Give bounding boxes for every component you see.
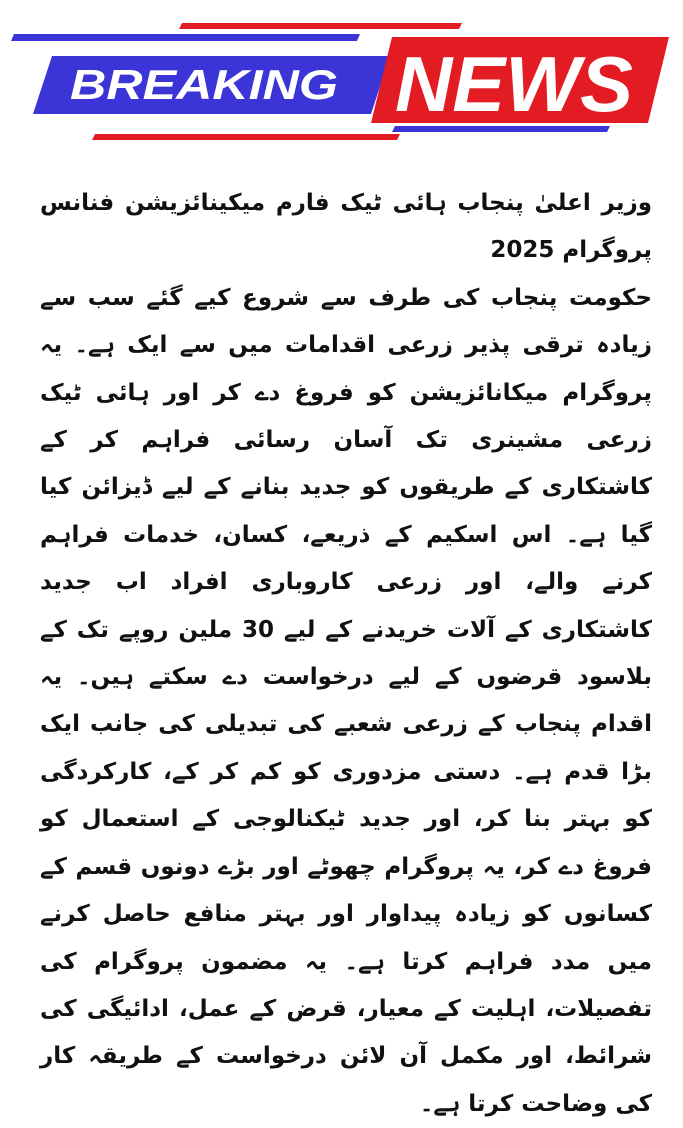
- article-body: [40, 180, 652, 1128]
- breaking-news-banner: [0, 0, 683, 150]
- top-red-stripe: [179, 23, 462, 29]
- breaking-label: BREAKING: [70, 61, 338, 108]
- bottom-red-stripe: [92, 134, 400, 140]
- news-label: NEWS: [395, 40, 633, 128]
- article-paragraph: حکومت پنجاب کی طرف سے شروع کیے گئے سب سے زیادہ ترقی پذیر زرعی اقدامات میں سے ایک ہے۔ یہ پروگرام میکانائزیشن کو فروغ دے کر اور ہائی ٹیک زرعی مشینری تک آسان رسائی فراہم کر کے کاشتکاری کے طریقوں کو جدید بنانے کے لیے ڈیزائن کیا گیا ہے۔ اس اسکیم کے ذریعے، کسان، خدمات فراہم کرنے والے، اور زرعی کاروباری افراد اب جدید کاشتکاری کے آلات خریدنے کے لیے 30 ملین روپے تک کے بلاسود قرضوں کے لیے درخواست دے سکتے ہیں۔ یہ اقدام پنجاب کے زرعی شعبے کی تبدیلی کی جانب ایک بڑا قدم ہے۔ دستی مزدوری کو کم کر کے، کارکردگی کو بہتر بنا کر، اور جدید ٹیکنالوجی کے استعمال کو فروغ دے کر، یہ پروگرام چھوٹے اور بڑے دونوں قسم کے کسانوں کو زیادہ پیداوار اور بہتر منافع حاصل کرنے میں مدد فراہم کرتا ہے۔ یہ مضمون پروگرام کی تفصیلات، اہلیت کے معیار، قرض کے عمل، ادائیگی کی شرائط، اور مکمل آن لائن درخواست کے طریقہ کار کی وضاحت کرتا ہے۔: [40, 284, 652, 1117]
- top-blue-stripe: [11, 34, 360, 41]
- article-title: وزیر اعلیٰ پنجاب ہائی ٹیک فارم میکینائزیشن فنانس پروگرام 2025: [40, 190, 652, 264]
